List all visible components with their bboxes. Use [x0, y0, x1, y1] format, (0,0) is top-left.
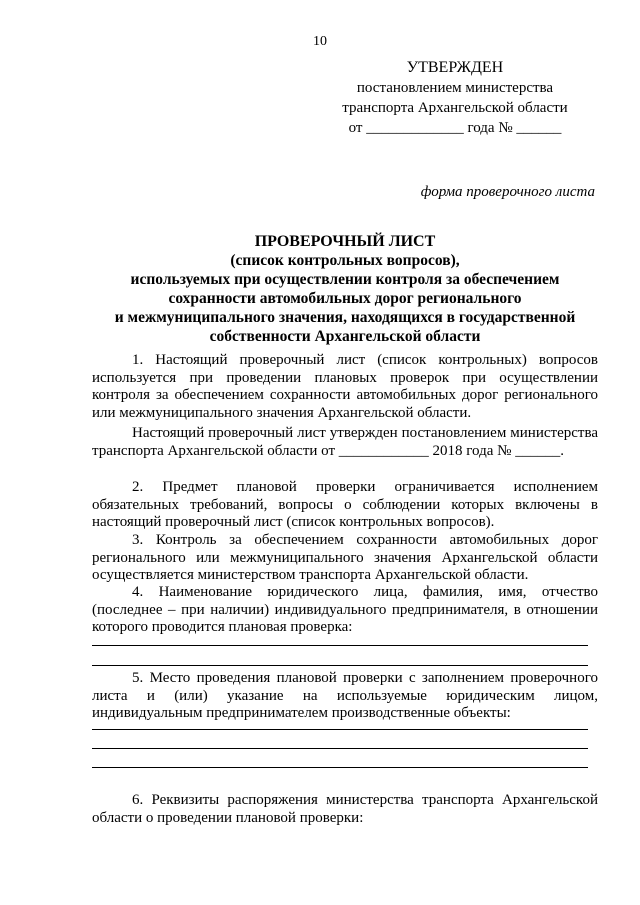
form-label: форма проверочного листа [420, 184, 595, 200]
approval-line-3: от _____________ года № ______ [348, 120, 562, 136]
page-number: 10 [313, 34, 327, 49]
title-line-3: сохранности автомобильных дорог регионального [168, 290, 522, 307]
paragraph-4: 4. Наименование юридического лица, фамилия, имя, отчество (последнее – при наличии) индивидуального предпринимателя, в отношении которого проводится плановая проверка: [92, 584, 598, 635]
paragraph-6: 6. Реквизиты распоряжения министерства транспорта Архангельской области о проведении плановой проверки: [92, 792, 598, 826]
fill-line [92, 729, 588, 730]
title-line-4: и межмуниципального значения, находящихся в государственной [114, 309, 576, 326]
approval-line-1: постановлением министерства [356, 80, 554, 96]
paragraph-5: 5. Место проведения плановой проверки с заполнением проверочного листа и (или) указание на используемые юридическим лицом, индивидуальным предпринимателем производственные объекты: [92, 670, 598, 721]
paragraph-1: 1. Настоящий проверочный лист (список контрольных) вопросов используется при проведении плановых проверок при осуществлении контроля за обеспечением сохранности автомобильных дорог регионального или межмуниципального значения Архангельской области. [92, 352, 598, 421]
paragraph-3: 3. Контроль за обеспечением сохранности автомобильных дорог регионального или межмуниципального значения Архангельской области осуществляется министерством транспорта Архангельской области. [92, 532, 598, 583]
approval-line-2: транспорта Архангельской области [342, 100, 568, 116]
title-line-1: (список контрольных вопросов), [230, 252, 460, 269]
paragraph-1-approval: Настоящий проверочный лист утвержден постановлением министерства транспорта Архангельской области от ____________ 2018 года № ______. [92, 425, 598, 459]
paragraph-2: 2. Предмет плановой проверки ограничивается исполнением обязательных требований, вопросы о соблюдении которых включены в настоящий проверочный лист (список контрольных вопросов). [92, 479, 598, 530]
fill-line [92, 665, 588, 666]
document-title [90, 232, 600, 346]
title-line-5: собственности Архангельской области [209, 328, 481, 345]
title-main: ПРОВЕРОЧНЫЙ ЛИСТ [254, 233, 436, 250]
fill-line [92, 748, 588, 749]
approval-heading: УТВЕРЖДЕН [406, 59, 504, 76]
title-line-2: используемых при осуществлении контроля за обеспечением [130, 271, 560, 288]
approval-block [330, 58, 580, 138]
fill-line [92, 767, 588, 768]
fill-line [92, 645, 588, 646]
